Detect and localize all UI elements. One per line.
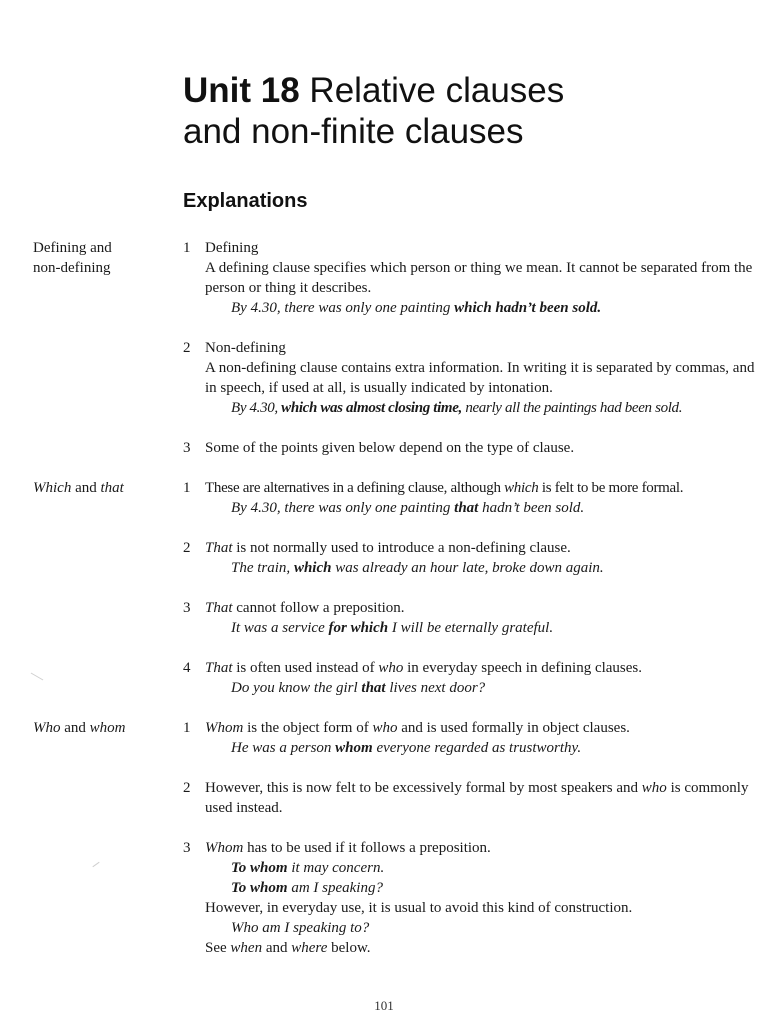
which-that-point-3 xyxy=(183,598,758,638)
text-part: is not normally used to introduce a non-defining clause. xyxy=(232,540,571,556)
text-part: See xyxy=(205,940,231,956)
scan-mark xyxy=(31,673,44,681)
point-number: 2 xyxy=(183,540,191,556)
side-label-who: Who xyxy=(33,720,61,736)
example-sentence xyxy=(205,858,758,878)
side-label-and: and xyxy=(60,720,90,736)
example-part: hadn’t been sold. xyxy=(478,500,585,516)
example-part: I will be eternally grateful. xyxy=(388,620,554,636)
text-part: has to be used if it follows a preposition. xyxy=(243,840,491,856)
text-part: is felt to be more formal. xyxy=(538,480,684,496)
example-emphasis: which hadn’t been sold. xyxy=(454,300,602,316)
point-text xyxy=(205,478,758,498)
text-italic: That xyxy=(205,600,233,616)
point-number: 4 xyxy=(183,660,191,676)
title-line1-rest: Relative clauses xyxy=(299,71,565,110)
side-label-which-that xyxy=(33,478,168,498)
text-italic: Whom xyxy=(205,840,244,856)
text-italic: Whom xyxy=(205,720,244,736)
text-part: below. xyxy=(327,940,371,956)
point-heading: Defining xyxy=(205,240,259,256)
text-italic: when xyxy=(230,940,263,956)
point-text: However, in everyday use, it is usual to avoid this kind of construction. xyxy=(205,900,633,916)
side-label-defining-line1: Defining and xyxy=(33,240,112,256)
example-part: everyone regarded as trustworthy. xyxy=(372,740,582,756)
example-emphasis: To whom xyxy=(231,860,288,876)
text-part: These are alternatives in a defining clause, although xyxy=(205,480,505,496)
text-italic: who xyxy=(378,660,404,676)
example-part: By 4.30, there was only one painting xyxy=(231,500,455,516)
who-whom-point-3 xyxy=(183,838,758,958)
example-part: The train, xyxy=(231,560,294,576)
example-sentence xyxy=(205,298,758,318)
text-part: is often used instead of xyxy=(232,660,379,676)
who-whom-point-2 xyxy=(183,778,758,818)
point-text xyxy=(205,718,758,738)
example-sentence xyxy=(205,738,758,758)
point-text xyxy=(205,598,758,618)
point-number: 1 xyxy=(183,240,191,256)
which-that-point-4 xyxy=(183,658,758,698)
point-text xyxy=(205,538,758,558)
example-part: By 4.30, xyxy=(231,400,282,416)
point-number: 2 xyxy=(183,780,191,796)
side-label-that: that xyxy=(100,480,124,496)
side-label-and: and xyxy=(71,480,101,496)
text-part: in everyday speech in defining clauses. xyxy=(403,660,643,676)
text-part: cannot follow a preposition. xyxy=(232,600,405,616)
side-label-which: Which xyxy=(33,480,72,496)
example-emphasis: To whom xyxy=(231,880,288,896)
example-emphasis: which xyxy=(293,560,332,576)
text-italic: That xyxy=(205,660,233,676)
point-text xyxy=(205,838,758,858)
section-heading: Explanations xyxy=(183,190,308,212)
title-line2: and non-finite clauses xyxy=(183,112,524,151)
text-italic: That xyxy=(205,540,233,556)
example-sentence: Who am I speaking to? xyxy=(231,920,370,936)
example-part: By 4.30, there was only one painting xyxy=(231,300,455,316)
point-number: 3 xyxy=(183,600,191,616)
text-italic: who xyxy=(641,780,667,796)
text-part: is commonly used instead. xyxy=(205,780,749,816)
scan-mark xyxy=(92,862,99,867)
example-sentence xyxy=(205,678,758,698)
example-part: am I speaking? xyxy=(287,880,383,896)
example-emphasis: that xyxy=(361,680,386,696)
text-italic: who xyxy=(372,720,398,736)
text-part: is the object form of xyxy=(243,720,373,736)
point-text: Some of the points given below depend on the type of clause. xyxy=(205,440,575,456)
defining-point-2 xyxy=(183,338,758,418)
defining-point-3 xyxy=(183,438,758,458)
side-label-defining-line2: non-defining xyxy=(33,260,111,276)
example-part: lives next door? xyxy=(385,680,486,696)
point-heading: Non-defining xyxy=(205,340,286,356)
example-emphasis: that xyxy=(454,500,479,516)
example-sentence xyxy=(205,878,758,898)
point-text xyxy=(205,938,758,958)
side-label-who-whom xyxy=(33,718,168,738)
side-label-whom: whom xyxy=(89,720,126,736)
point-text: A non-defining clause contains extra information. In writing it is separated by commas, and in speech, if used at all, is usually indicated by intonation. xyxy=(205,360,755,396)
text-part: and is used formally in object clauses. xyxy=(397,720,630,736)
example-part: it may concern. xyxy=(287,860,385,876)
example-emphasis: which was almost closing time, xyxy=(281,400,462,416)
text-part: and xyxy=(262,940,292,956)
unit-number: Unit 18 xyxy=(183,71,300,110)
point-text: A defining clause specifies which person or thing we mean. It cannot be separated from the person or thing it describes. xyxy=(205,260,753,296)
example-sentence xyxy=(205,618,758,638)
point-number: 1 xyxy=(183,480,191,496)
which-that-point-1 xyxy=(183,478,758,518)
point-number: 3 xyxy=(183,840,191,856)
point-number: 1 xyxy=(183,720,191,736)
example-part: nearly all the paintings had been sold. xyxy=(461,400,683,416)
example-sentence xyxy=(205,498,758,518)
example-emphasis: for which xyxy=(328,620,389,636)
point-text xyxy=(205,658,758,678)
example-emphasis: whom xyxy=(335,740,373,756)
example-sentence xyxy=(205,558,758,578)
text-italic: where xyxy=(291,940,328,956)
point-number: 2 xyxy=(183,340,191,356)
example-part: He was a person xyxy=(231,740,336,756)
example-sentence xyxy=(205,398,758,418)
point-number: 3 xyxy=(183,440,191,456)
page-number: 101 xyxy=(374,998,394,1013)
which-that-point-2 xyxy=(183,538,758,578)
defining-point-1 xyxy=(183,238,758,318)
point-text xyxy=(205,778,758,818)
text-italic: which xyxy=(504,480,539,496)
example-part: was already an hour late, broke down again. xyxy=(331,560,604,576)
example-part: Do you know the girl xyxy=(231,680,362,696)
page-title xyxy=(183,70,743,152)
example-part: It was a service xyxy=(231,620,329,636)
text-part: However, this is now felt to be excessively formal by most speakers and xyxy=(205,780,642,796)
who-whom-point-1 xyxy=(183,718,758,758)
side-label-defining xyxy=(33,238,168,278)
